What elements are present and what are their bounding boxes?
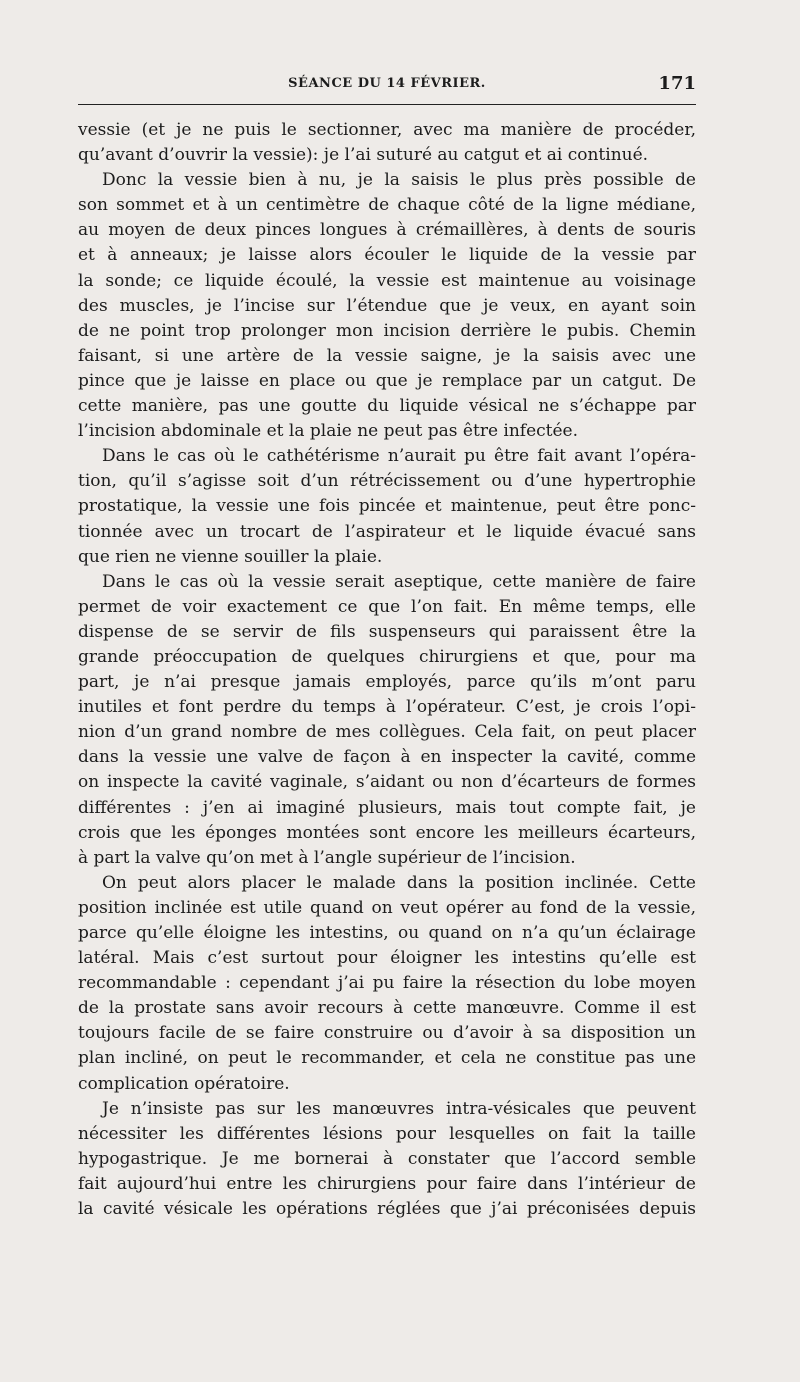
text-line: tionnée avec un trocart de l’aspirateur et le liquide évacué sans [78, 521, 696, 542]
text-line: Donc la vessie bien à nu, je la saisis le plus près possible de [102, 170, 696, 191]
text-line: inutiles et font perdre du temps à l’opérateur. C’est, je crois l’opi- [78, 697, 696, 718]
text-line: parce qu’elle éloigne les intestins, ou quand on n’a qu’un éclairage [78, 923, 696, 943]
text-line: part, je n’ai presque jamais employés, parce qu’ils m’ont paru [78, 672, 696, 693]
text-line: des muscles, je l’incise sur l’étendue que je veux, en ayant soin [78, 295, 696, 316]
text-line: au moyen de deux pinces longues à crémaillères, à dents de souris [78, 220, 696, 241]
body-text [78, 118, 696, 1222]
text-line: prostatique, la vessie une fois pincée et maintenue, peut être ponc- [78, 496, 696, 517]
text-line: de ne point trop prolonger mon incision derrière le pubis. Chemin [78, 320, 696, 341]
text-line: que rien ne vienne souiller la plaie. [78, 546, 383, 567]
text-line: hypogastrique. Je me bornerai à constater que l’accord semble [78, 1148, 696, 1169]
text-line: et à anneaux; je laisse alors écouler le liquide de la vessie par [78, 245, 696, 266]
text-line: Je n’insiste pas sur les manœuvres intra-vésicales que peuvent [102, 1098, 696, 1119]
text-line: différentes : j’en ai imaginé plusieurs, mais tout compte fait, je [78, 797, 696, 818]
text-line: recommandable : cependant j’ai pu faire la résection du lobe moyen [78, 973, 696, 994]
text-line: à part la valve qu’on met à l’angle supérieur de l’incision. [78, 847, 576, 868]
page-number: 171 [658, 73, 696, 94]
text-line: nécessiter les différentes lésions pour lesquelles on fait la taille [78, 1123, 696, 1144]
text-line: plan incliné, on peut le recommander, et cela ne constitue pas une [78, 1048, 696, 1069]
text-line: pince que je laisse en place ou que je remplace par un catgut. De [78, 370, 696, 391]
text-line: complication opératoire. [78, 1073, 290, 1094]
text-line: l’incision abdominale et la plaie ne peut pas être infectée. [78, 421, 579, 442]
text-line: Dans le cas où la vessie serait aseptique, cette manière de faire [102, 571, 696, 592]
text-line: la cavité vésicale les opérations réglées que j’ai préconisées depuis [78, 1199, 696, 1220]
header-rule [78, 104, 696, 105]
text-line: toujours facile de se faire construire ou d’avoir à sa disposition un [78, 1023, 696, 1044]
text-line: tion, qu’il s’agisse soit d’un rétrécissement ou d’une hypertrophie [78, 471, 696, 492]
text-line: vessie (et je ne puis le sectionner, avec ma manière de procéder, [78, 120, 696, 140]
text-line: on inspecte la cavité vaginale, s’aidant ou non d’écarteurs de formes [78, 772, 696, 793]
text-line: Dans le cas où le cathétérisme n’aurait pu être fait avant l’opéra- [102, 446, 696, 467]
page-header [78, 73, 696, 98]
text-line: dans la vessie une valve de façon à en inspecter la cavité, comme [78, 747, 696, 768]
text-line: cette manière, pas une goutte du liquide vésical ne s’échappe par [78, 396, 696, 417]
text-line: position inclinée est utile quand on veut opérer au fond de la vessie, [78, 897, 696, 918]
text-line: la sonde; ce liquide écoulé, la vessie est maintenue au voisinage [78, 270, 696, 291]
text-line: son sommet et à un centimètre de chaque côté de la ligne médiane, [78, 195, 696, 216]
text-line: qu’avant d’ouvrir la vessie): je l’ai suturé au catgut et ai continué. [78, 145, 649, 166]
text-line: nion d’un grand nombre de mes collègues. Cela fait, on peut placer [78, 722, 696, 743]
text-line: grande préoccupation de quelques chirurgiens et que, pour ma [78, 646, 696, 667]
text-line: dispense de se servir de fils suspenseurs qui paraissent être la [78, 621, 696, 642]
text-line: On peut alors placer le malade dans la position inclinée. Cette [102, 872, 696, 893]
text-line: crois que les éponges montées sont encore les meilleurs écarteurs, [78, 822, 696, 843]
text-line: latéral. Mais c’est surtout pour éloigner les intestins qu’elle est [78, 948, 696, 969]
text-line: fait aujourd’hui entre les chirurgiens pour faire dans l’intérieur de [78, 1173, 696, 1194]
running-title: SÉANCE DU 14 FÉVRIER. [288, 76, 486, 91]
text-line: faisant, si une artère de la vessie saigne, je la saisis avec une [78, 345, 696, 366]
text-line: de la prostate sans avoir recours à cette manœuvre. Comme il est [78, 998, 696, 1019]
text-line: permet de voir exactement ce que l’on fait. En même temps, elle [78, 596, 696, 617]
